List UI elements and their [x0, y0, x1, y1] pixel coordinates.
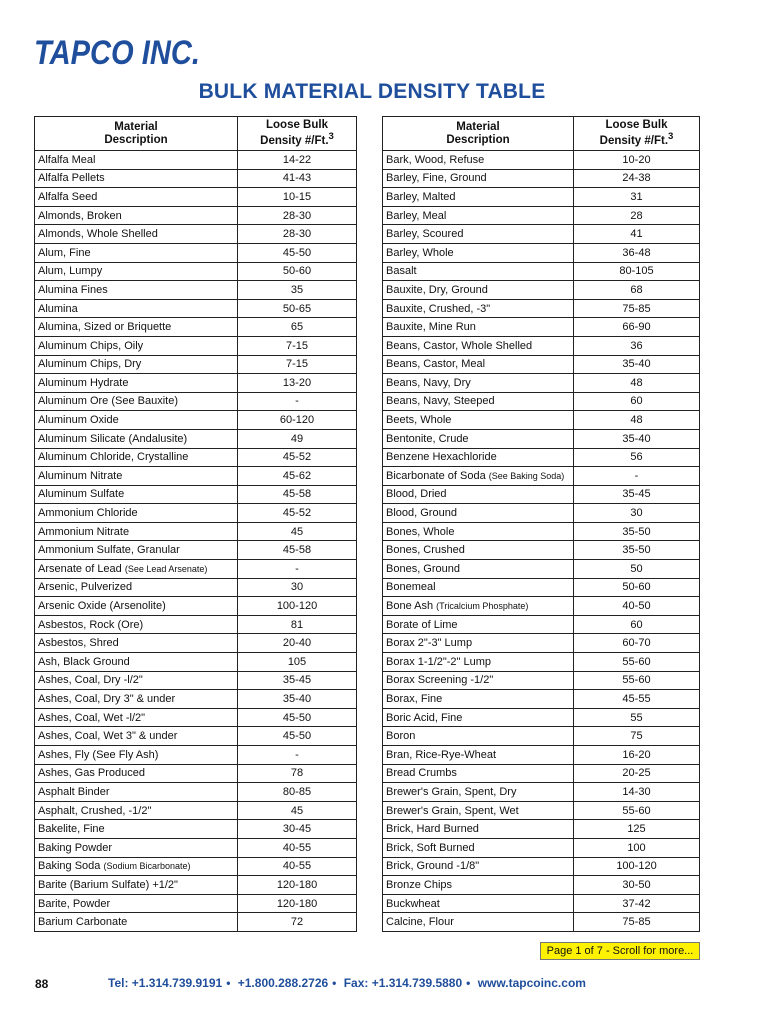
material-cell: Almonds, Whole Shelled — [35, 225, 238, 244]
table-row — [383, 541, 700, 560]
page-indicator-button[interactable]: Page 1 of 7 - Scroll for more... — [540, 942, 700, 960]
density-cell: 45 — [238, 801, 357, 820]
table-row — [383, 355, 700, 374]
density-cell: 37-42 — [574, 894, 700, 913]
table-row — [35, 318, 357, 337]
density-cell: 45-62 — [238, 467, 357, 486]
table-row — [383, 281, 700, 300]
table-row — [35, 281, 357, 300]
material-cell: Bicarbonate of Soda (See Baking Soda) — [383, 467, 574, 486]
material-cell: Beets, Whole — [383, 411, 574, 430]
table-row — [35, 262, 357, 281]
material-cell: Borax 2"-3" Lump — [383, 634, 574, 653]
table-row — [35, 355, 357, 374]
density-cell: 49 — [238, 429, 357, 448]
density-cell: 100-120 — [238, 597, 357, 616]
material-cell: Alumina — [35, 299, 238, 318]
material-cell: Alfalfa Seed — [35, 188, 238, 207]
material-cell: Borax, Fine — [383, 690, 574, 709]
material-cell: Bauxite, Crushed, -3" — [383, 299, 574, 318]
density-cell: 45-50 — [238, 727, 357, 746]
table-row — [383, 820, 700, 839]
density-cell: 40-55 — [238, 857, 357, 876]
density-cell: 60 — [574, 392, 700, 411]
table-row — [35, 429, 357, 448]
material-cell: Aluminum Nitrate — [35, 467, 238, 486]
table-row — [35, 820, 357, 839]
table-row — [383, 448, 700, 467]
material-cell: Bone Ash (Tricalcium Phosphate) — [383, 597, 574, 616]
density-cell: - — [238, 560, 357, 579]
density-cell: 24-38 — [574, 169, 700, 188]
table-row — [35, 188, 357, 207]
density-cell: 35-40 — [574, 429, 700, 448]
table-row — [35, 504, 357, 523]
table-row — [35, 541, 357, 560]
density-cell: 56 — [574, 448, 700, 467]
logo-wordmark: TAPCO INC. — [34, 34, 200, 72]
material-cell: Baking Soda (Sodium Bicarbonate) — [35, 857, 238, 876]
table-row — [383, 838, 700, 857]
density-cell: 45-58 — [238, 485, 357, 504]
density-cell: 50-65 — [238, 299, 357, 318]
density-cell: 30 — [574, 504, 700, 523]
density-cell: 50-60 — [238, 262, 357, 281]
table-row — [35, 764, 357, 783]
density-cell: 45-55 — [574, 690, 700, 709]
material-cell: Aluminum Silicate (Andalusite) — [35, 429, 238, 448]
material-cell: Baking Powder — [35, 838, 238, 857]
density-cell: 41-43 — [238, 169, 357, 188]
table-row — [383, 169, 700, 188]
table-row — [35, 801, 357, 820]
material-cell: Barite (Barium Sulfate) +1/2" — [35, 876, 238, 895]
table-row — [35, 467, 357, 486]
table-row — [35, 876, 357, 895]
material-cell: Alum, Lumpy — [35, 262, 238, 281]
density-cell: 20-40 — [238, 634, 357, 653]
material-cell: Barium Carbonate — [35, 913, 238, 932]
table-row — [383, 243, 700, 262]
material-cell: Bakelite, Fine — [35, 820, 238, 839]
material-cell: Aluminum Chloride, Crystalline — [35, 448, 238, 467]
table-row — [35, 671, 357, 690]
material-cell: Arsenic Oxide (Arsenolite) — [35, 597, 238, 616]
material-cell: Brick, Hard Burned — [383, 820, 574, 839]
material-cell: Calcine, Flour — [383, 913, 574, 932]
density-cell: 100-120 — [574, 857, 700, 876]
table-row — [35, 522, 357, 541]
page-number: 88 — [35, 977, 49, 991]
density-cell: 48 — [574, 374, 700, 393]
density-cell: 41 — [574, 225, 700, 244]
footer-website-link[interactable]: www.tapcoinc.com — [477, 976, 586, 990]
density-header: Loose Bulk Density #/Ft.$^3$ — [574, 117, 700, 151]
density-cell: 55-60 — [574, 671, 700, 690]
table-row — [383, 560, 700, 579]
material-cell: Blood, Ground — [383, 504, 574, 523]
table-row — [35, 653, 357, 672]
material-cell: Brick, Ground -1/8" — [383, 857, 574, 876]
table-row — [383, 690, 700, 709]
material-cell: Ashes, Coal, Dry -l/2" — [35, 671, 238, 690]
density-cell: 120-180 — [238, 894, 357, 913]
material-header: Material Description — [383, 117, 574, 151]
table-row — [35, 448, 357, 467]
material-cell: Beans, Navy, Dry — [383, 374, 574, 393]
table-row — [383, 671, 700, 690]
material-cell: Basalt — [383, 262, 574, 281]
density-cell: 60 — [574, 615, 700, 634]
density-cell: 35-50 — [574, 541, 700, 560]
density-cell: 28-30 — [238, 225, 357, 244]
material-cell: Alfalfa Pellets — [35, 169, 238, 188]
tapco-logo — [34, 32, 204, 72]
material-cell: Ashes, Coal, Wet -l/2" — [35, 708, 238, 727]
material-cell: Barley, Malted — [383, 188, 574, 207]
density-cell: 45-52 — [238, 448, 357, 467]
table-row — [35, 690, 357, 709]
density-cell: 60-70 — [574, 634, 700, 653]
density-cell: 30 — [238, 578, 357, 597]
table-row — [383, 262, 700, 281]
material-cell: Blood, Dried — [383, 485, 574, 504]
table-row — [383, 151, 700, 170]
material-cell: Bones, Ground — [383, 560, 574, 579]
table-row — [383, 485, 700, 504]
density-cell: 100 — [574, 838, 700, 857]
table-row — [383, 225, 700, 244]
density-cell: 68 — [574, 281, 700, 300]
table-row — [383, 299, 700, 318]
table-row — [383, 857, 700, 876]
table-row — [35, 560, 357, 579]
material-cell: Barley, Whole — [383, 243, 574, 262]
density-cell: 48 — [574, 411, 700, 430]
density-cell: 35-45 — [238, 671, 357, 690]
density-cell: 28-30 — [238, 206, 357, 225]
table-row — [383, 206, 700, 225]
density-cell: 10-15 — [238, 188, 357, 207]
table-row — [383, 504, 700, 523]
density-table-right — [382, 116, 700, 932]
table-row — [35, 336, 357, 355]
material-cell: Aluminum Chips, Oily — [35, 336, 238, 355]
material-cell: Beans, Navy, Steeped — [383, 392, 574, 411]
density-cell: 30-45 — [238, 820, 357, 839]
material-cell: Barite, Powder — [35, 894, 238, 913]
material-cell: Asphalt, Crushed, -1/2" — [35, 801, 238, 820]
density-cell: 14-22 — [238, 151, 357, 170]
table-row — [383, 318, 700, 337]
material-cell: Aluminum Ore (See Bauxite) — [35, 392, 238, 411]
density-table-left — [34, 116, 357, 932]
material-cell: Bones, Whole — [383, 522, 574, 541]
material-cell: Ammonium Nitrate — [35, 522, 238, 541]
table-row — [35, 225, 357, 244]
material-cell: Buckwheat — [383, 894, 574, 913]
density-header: Loose Bulk Density #/Ft.$^3$ — [238, 117, 357, 151]
material-cell: Ammonium Chloride — [35, 504, 238, 523]
material-cell: Borax 1-1/2"-2" Lump — [383, 653, 574, 672]
material-cell: Bonemeal — [383, 578, 574, 597]
material-cell: Boric Acid, Fine — [383, 708, 574, 727]
table-row — [383, 188, 700, 207]
table-row — [383, 783, 700, 802]
material-cell: Barley, Scoured — [383, 225, 574, 244]
table-row — [383, 653, 700, 672]
density-cell: 125 — [574, 820, 700, 839]
material-header: Material Description — [35, 117, 238, 151]
table-row — [35, 578, 357, 597]
density-cell: 35-50 — [574, 522, 700, 541]
table-row — [383, 411, 700, 430]
table-row — [383, 429, 700, 448]
density-cell: 120-180 — [238, 876, 357, 895]
density-cell: 20-25 — [574, 764, 700, 783]
density-cell: 10-20 — [574, 151, 700, 170]
table-row — [383, 467, 700, 486]
table-row — [35, 485, 357, 504]
density-cell: 35-40 — [574, 355, 700, 374]
density-cell: 13-20 — [238, 374, 357, 393]
density-cell: 45-50 — [238, 243, 357, 262]
material-cell: Aluminum Hydrate — [35, 374, 238, 393]
table-row — [383, 801, 700, 820]
density-cell: 40-55 — [238, 838, 357, 857]
material-cell: Bauxite, Dry, Ground — [383, 281, 574, 300]
table-row — [35, 857, 357, 876]
material-cell: Bronze Chips — [383, 876, 574, 895]
density-cell: 28 — [574, 206, 700, 225]
material-cell: Benzene Hexachloride — [383, 448, 574, 467]
contact-footer: Tel: +1.314.739.9191 • +1.800.288.2726 • Fax: +1.314.739.5880 • www.tapcoinc.com — [108, 976, 586, 990]
material-cell: Ashes, Fly (See Fly Ash) — [35, 746, 238, 765]
material-cell: Barley, Meal — [383, 206, 574, 225]
table-row — [35, 243, 357, 262]
material-cell: Alumina Fines — [35, 281, 238, 300]
table-row — [35, 838, 357, 857]
material-cell: Ash, Black Ground — [35, 653, 238, 672]
table-row — [35, 913, 357, 932]
table-row — [383, 727, 700, 746]
material-cell: Ammonium Sulfate, Granular — [35, 541, 238, 560]
table-row — [35, 411, 357, 430]
density-cell: - — [238, 392, 357, 411]
table-row — [35, 299, 357, 318]
density-cell: 75-85 — [574, 913, 700, 932]
material-cell: Asbestos, Shred — [35, 634, 238, 653]
table-row — [383, 876, 700, 895]
material-cell: Bones, Crushed — [383, 541, 574, 560]
table-row — [35, 708, 357, 727]
density-cell: 55 — [574, 708, 700, 727]
density-cell: 40-50 — [574, 597, 700, 616]
table-row — [383, 615, 700, 634]
material-cell: Bentonite, Crude — [383, 429, 574, 448]
table-header-row — [383, 117, 700, 151]
material-cell: Aluminum Sulfate — [35, 485, 238, 504]
material-cell: Aluminum Chips, Dry — [35, 355, 238, 374]
table-row — [383, 764, 700, 783]
table-row — [383, 336, 700, 355]
density-cell: 31 — [574, 188, 700, 207]
material-cell: Brewer's Grain, Spent, Dry — [383, 783, 574, 802]
density-cell: 50 — [574, 560, 700, 579]
density-cell: 78 — [238, 764, 357, 783]
density-cell: 60-120 — [238, 411, 357, 430]
footer-tel: Tel: +1.314.739.9191 — [108, 976, 223, 990]
material-cell: Almonds, Broken — [35, 206, 238, 225]
density-cell: 75 — [574, 727, 700, 746]
density-cell: 35-40 — [238, 690, 357, 709]
density-cell: 35-45 — [574, 485, 700, 504]
material-cell: Arsenate of Lead (See Lead Arsenate) — [35, 560, 238, 579]
table-row — [35, 169, 357, 188]
material-cell: Arsenic, Pulverized — [35, 578, 238, 597]
density-cell: 80-105 — [574, 262, 700, 281]
density-cell: 75-85 — [574, 299, 700, 318]
table-row — [35, 894, 357, 913]
table-row — [35, 392, 357, 411]
density-cell: 45 — [238, 522, 357, 541]
table-row — [35, 374, 357, 393]
table-row — [383, 746, 700, 765]
density-cell: 45-50 — [238, 708, 357, 727]
table-row — [35, 783, 357, 802]
density-cell: 65 — [238, 318, 357, 337]
table-row — [35, 597, 357, 616]
table-row — [35, 615, 357, 634]
density-cell: 55-60 — [574, 801, 700, 820]
table-row — [383, 374, 700, 393]
material-cell: Asbestos, Rock (Ore) — [35, 615, 238, 634]
material-cell: Boron — [383, 727, 574, 746]
density-cell: 16-20 — [574, 746, 700, 765]
footer-tel-2: +1.800.288.2726 — [237, 976, 329, 990]
material-cell: Beans, Castor, Whole Shelled — [383, 336, 574, 355]
table-row — [383, 522, 700, 541]
material-cell: Borax Screening -1/2" — [383, 671, 574, 690]
material-cell: Alum, Fine — [35, 243, 238, 262]
material-cell: Ashes, Coal, Dry 3" & under — [35, 690, 238, 709]
density-cell: 45-58 — [238, 541, 357, 560]
footer-fax: Fax: +1.314.739.5880 — [343, 976, 463, 990]
density-cell: 30-50 — [574, 876, 700, 895]
density-cell: 7-15 — [238, 355, 357, 374]
material-cell: Borate of Lime — [383, 615, 574, 634]
material-cell: Beans, Castor, Meal — [383, 355, 574, 374]
density-cell: 80-85 — [238, 783, 357, 802]
table-row — [35, 727, 357, 746]
density-cell: 36 — [574, 336, 700, 355]
density-cell: 35 — [238, 281, 357, 300]
table-row — [35, 634, 357, 653]
material-cell: Ashes, Gas Produced — [35, 764, 238, 783]
material-cell: Alumina, Sized or Briquette — [35, 318, 238, 337]
density-cell: 105 — [238, 653, 357, 672]
material-cell: Bauxite, Mine Run — [383, 318, 574, 337]
table-row — [383, 392, 700, 411]
material-cell: Asphalt Binder — [35, 783, 238, 802]
density-cell: 14-30 — [574, 783, 700, 802]
table-row — [383, 708, 700, 727]
material-cell: Bark, Wood, Refuse — [383, 151, 574, 170]
material-cell: Aluminum Oxide — [35, 411, 238, 430]
density-cell: 72 — [238, 913, 357, 932]
material-cell: Barley, Fine, Ground — [383, 169, 574, 188]
density-cell: - — [574, 467, 700, 486]
table-row — [35, 151, 357, 170]
material-cell: Brewer's Grain, Spent, Wet — [383, 801, 574, 820]
material-cell: Ashes, Coal, Wet 3" & under — [35, 727, 238, 746]
material-cell: Brick, Soft Burned — [383, 838, 574, 857]
density-cell: 7-15 — [238, 336, 357, 355]
material-cell: Bread Crumbs — [383, 764, 574, 783]
table-row — [383, 913, 700, 932]
material-cell: Bran, Rice-Rye-Wheat — [383, 746, 574, 765]
table-row — [35, 746, 357, 765]
table-row — [383, 634, 700, 653]
density-cell: 45-52 — [238, 504, 357, 523]
density-cell: 36-48 — [574, 243, 700, 262]
density-cell: 50-60 — [574, 578, 700, 597]
material-cell: Alfalfa Meal — [35, 151, 238, 170]
density-cell: 66-90 — [574, 318, 700, 337]
table-row — [383, 597, 700, 616]
density-cell: 55-60 — [574, 653, 700, 672]
table-row — [383, 894, 700, 913]
table-row — [383, 578, 700, 597]
density-cell: 81 — [238, 615, 357, 634]
page-title: BULK MATERIAL DENSITY TABLE — [198, 80, 546, 103]
density-cell: - — [238, 746, 357, 765]
table-row — [35, 206, 357, 225]
table-header-row — [35, 117, 357, 151]
